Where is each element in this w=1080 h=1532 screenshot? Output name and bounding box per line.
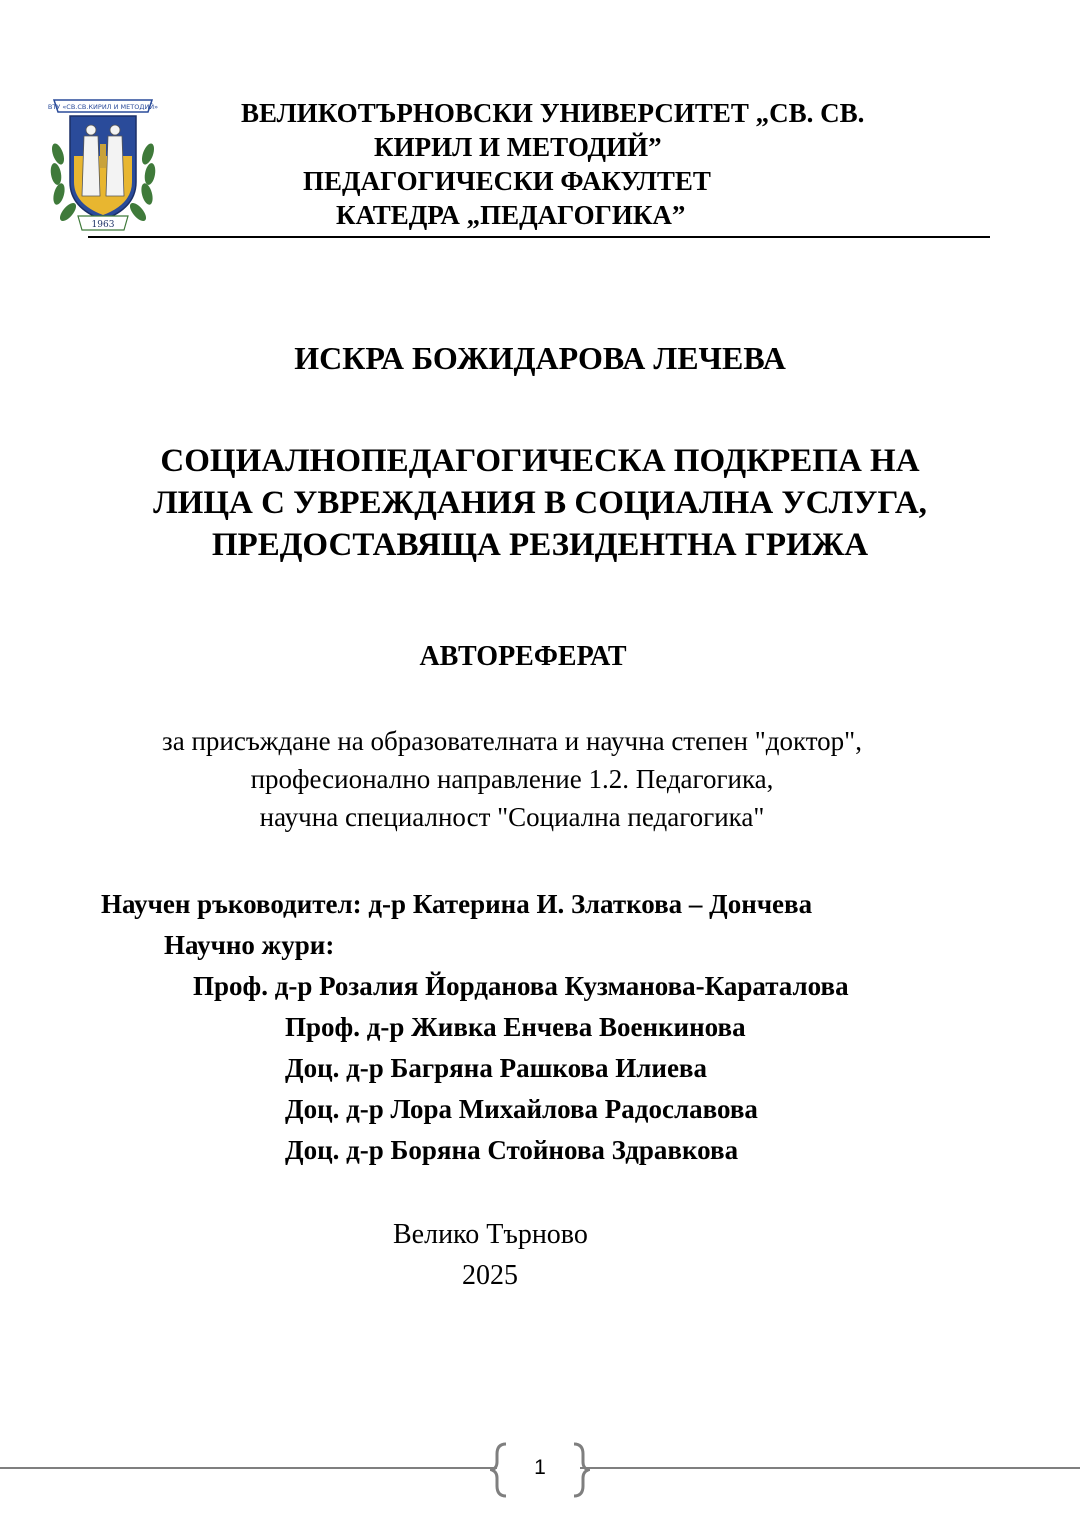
jury-member: Проф. д-р Живка Енчева Военкинова xyxy=(285,1012,746,1042)
year: 2025 xyxy=(462,1260,518,1291)
document-type: АВТОРЕФЕРАТ xyxy=(419,641,627,672)
university-seal-icon xyxy=(48,94,158,234)
jury-member: Доц. д-р Багряна Рашкова Илиева xyxy=(285,1053,708,1083)
department-name: КАТЕДРА „ПЕДАГОГИКА” xyxy=(336,200,686,230)
city: Велико Търново xyxy=(393,1219,588,1250)
purpose-line: за присъждане на образователната и научна степен "доктор", xyxy=(162,726,862,756)
title-line: ЛИЦА С УВРЕЖДАНИЯ В СОЦИАЛНА УСЛУГА, xyxy=(153,485,927,521)
page-number-box xyxy=(490,1440,590,1500)
jury-member: Доц. д-р Боряна Стойнова Здравкова xyxy=(285,1135,739,1165)
dissertation-title xyxy=(0,440,1080,566)
supervisor-line: Научен ръководител: д-р Катерина И. Златкова – Дончева xyxy=(101,889,813,919)
title-line: СОЦИАЛНОПЕДАГОГИЧЕСКА ПОДКРЕПА НА xyxy=(160,443,920,479)
footer-rule-right xyxy=(580,1467,1080,1469)
svg-text:ВТУ «СВ.СВ.КИРИЛ И МЕТОДИЙ»: ВТУ «СВ.СВ.КИРИЛ И МЕТОДИЙ» xyxy=(48,103,158,111)
header-divider xyxy=(88,236,990,238)
degree-purpose xyxy=(0,722,1024,836)
university-name-line2: КИРИЛ И МЕТОДИЙ” xyxy=(374,132,662,162)
jury-member: Доц. д-р Лора Михайлова Радославова xyxy=(285,1094,758,1124)
author-name: ИСКРА БОЖИДАРОВА ЛЕЧЕВА xyxy=(294,340,786,376)
purpose-line: професионално направление 1.2. Педагогика, xyxy=(250,764,774,794)
page-number: 1 xyxy=(534,1456,546,1479)
jury-member: Проф. д-р Розалия Йорданова Кузманова-Караталова xyxy=(193,971,849,1001)
purpose-line: научна специалност "Социална педагогика" xyxy=(259,802,765,832)
university-name-line1: ВЕЛИКОТЪРНОВСКИ УНИВЕРСИТЕТ „СВ. СВ. xyxy=(241,98,865,128)
title-line: ПРЕДОСТАВЯЩА РЕЗИДЕНТНА ГРИЖА xyxy=(211,527,869,563)
footer-rule-left xyxy=(0,1467,497,1469)
jury-label: Научно жури: xyxy=(164,930,335,960)
svg-text:1963: 1963 xyxy=(91,220,115,230)
faculty-name: ПЕДАГОГИЧЕСКИ ФАКУЛТЕТ xyxy=(303,166,711,196)
